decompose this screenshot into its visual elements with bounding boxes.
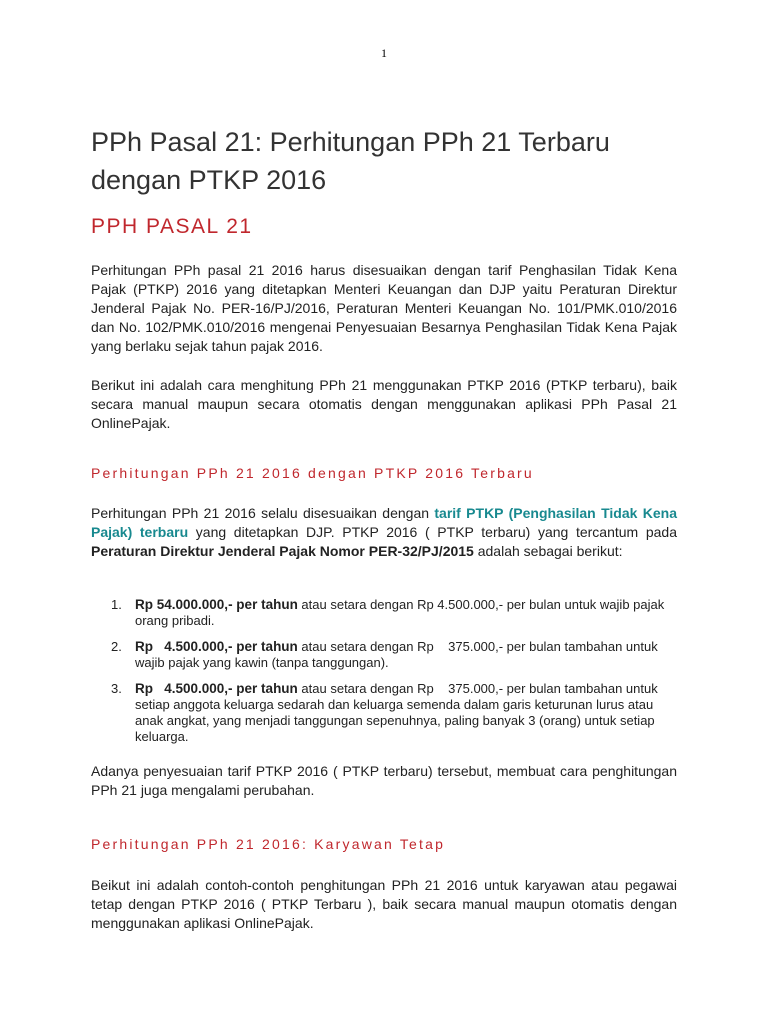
ptkp-amount: Rp 54.000.000,- per tahun — [135, 597, 298, 612]
list-item — [91, 681, 671, 745]
tarif-ptkp-link[interactable]: tarif PTKP (Penghasilan Tidak Kena Pajak) terbaru — [91, 505, 677, 540]
subheading-karyawan-tetap: Perhitungan PPh 21 2016: Karyawan Tetap — [91, 836, 446, 852]
ptkp-intro-end: adalah sebagai berikut: — [473, 543, 623, 559]
ptkp-amount: Rp 4.500.000,- per tahun — [135, 681, 298, 696]
ptkp-amount: Rp 4.500.000,- per tahun — [135, 639, 298, 654]
intro-paragraph: Perhitungan PPh pasal 21 2016 harus disesuaikan dengan tarif Penghasilan Tidak Kena Pajak (PTKP) 2016 yang ditetapkan Menteri Keuangan dan DJP yaitu Peraturan Direktur Jenderal Pajak No. PER-16/PJ/2016, Peraturan Menteri Keuangan No. 101/PMK.010/2016 dan No. 102/PMK.010/2016 mengenai Penyesuaian Besarnya Penghasilan Tidak Kena Pajak yang berlaku sejak tahun pajak 2016. — [91, 262, 677, 354]
regulation-reference: Peraturan Direktur Jenderal Pajak Nomor PER-32/PJ/2015 — [91, 543, 474, 559]
ptkp-description: atau setara dengan Rp 4.500.000,- per bulan untuk wajib pajak orang pribadi. — [135, 597, 665, 628]
list-number: 1. — [111, 597, 122, 612]
page-number: 1 — [381, 46, 387, 60]
ptkp-intro-paragraph — [91, 504, 677, 561]
section-heading: PPH PASAL 21 — [91, 215, 253, 238]
ptkp-description: atau setara dengan Rp 375.000,- per bulan tambahan untuk wajib pajak yang kawin (tanpa tanggungan). — [135, 639, 662, 670]
list-number: 3. — [111, 681, 122, 696]
ptkp-description: atau setara dengan Rp 375.000,- per bulan tambahan untuk setiap anggota keluarga sedarah dan keluarga semenda dalam garis keturunan lurus atau anak angkat, yang menjadi tanggungan sepenuhnya, paling banyak 3 (orang) untuk setiap keluarga. — [135, 681, 662, 744]
subheading-ptkp-2016: Perhitungan PPh 21 2016 dengan PTKP 2016 Terbaru — [91, 465, 534, 481]
document-title: PPh Pasal 21: Perhitungan PPh 21 Terbaru dengan PTKP 2016 — [91, 127, 610, 195]
ptkp-intro-middle: yang ditetapkan DJP. PTKP 2016 ( PTKP terbaru) yang tercantum pada — [188, 524, 677, 540]
list-number: 2. — [111, 639, 122, 654]
karyawan-tetap-paragraph: Beikut ini adalah contoh-contoh penghitungan PPh 21 2016 untuk karyawan atau pegawai tetap dengan PTKP 2016 ( PTKP Terbaru ), baik secara manual maupun otomatis dengan menggunakan aplikasi OnlinePajak. — [91, 877, 677, 931]
list-item — [91, 639, 671, 671]
list-item — [91, 597, 671, 629]
ptkp-list — [91, 597, 671, 755]
ptkp-adjustment-paragraph: Adanya penyesuaian tarif PTKP 2016 ( PTKP terbaru) tersebut, membuat cara penghitungan PPh 21 juga mengalami perubahan. — [91, 763, 677, 798]
second-paragraph: Berikut ini adalah cara menghitung PPh 21 menggunakan PTKP 2016 (PTKP terbaru), baik secara manual maupun secara otomatis dengan menggunakan aplikasi PPh Pasal 21 OnlinePajak. — [91, 377, 677, 431]
ptkp-intro-text: Perhitungan PPh 21 2016 selalu disesuaikan dengan — [91, 505, 435, 521]
